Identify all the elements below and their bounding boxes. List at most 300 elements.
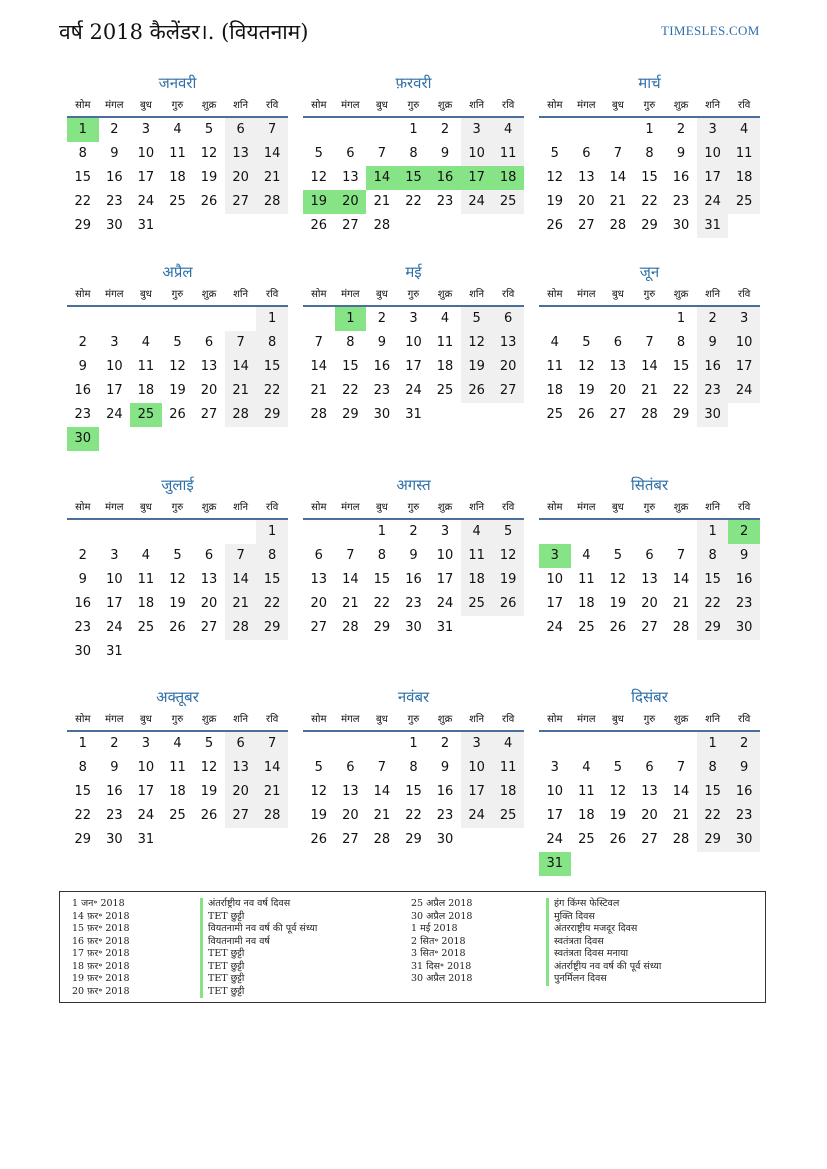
- day-grid: [303, 520, 524, 640]
- day-cell: 7: [225, 544, 257, 568]
- day-cell: 12: [169, 572, 186, 587]
- month-2: [303, 70, 524, 238]
- month-name: अप्रैल: [162, 263, 193, 281]
- day-cell: 17: [405, 359, 422, 374]
- day-cell: 11: [492, 756, 524, 780]
- day-cell: 13: [342, 784, 359, 799]
- day-cell: 23: [697, 379, 729, 403]
- day-cell: 12: [492, 544, 524, 568]
- weekday-label: मंगल: [577, 100, 596, 111]
- weekday-label: शनि: [705, 100, 721, 111]
- holiday-day-cell: 15: [398, 166, 430, 190]
- weekday-label: गुरु: [407, 502, 420, 513]
- day-cell: 26: [200, 194, 218, 209]
- day-cell: 1: [256, 520, 288, 544]
- day-cell: 30: [106, 832, 123, 847]
- day-cell: 9: [728, 756, 760, 780]
- month-9: [539, 472, 760, 640]
- day-cell: 10: [106, 359, 123, 374]
- empty-cell: [539, 118, 571, 142]
- day-cell: 27: [492, 379, 524, 403]
- empty-cell: [130, 520, 162, 544]
- day-cell: 6: [204, 335, 214, 350]
- weekday-label: रवि: [738, 502, 751, 513]
- day-cell: 4: [141, 548, 151, 563]
- day-cell: 10: [697, 142, 729, 166]
- day-cell: 16: [672, 170, 690, 185]
- weekday-label: मंगल: [341, 502, 360, 513]
- weekday-header: [539, 96, 760, 118]
- month-8: [303, 472, 524, 640]
- day-cell: 26: [310, 832, 328, 847]
- day-cell: 30: [728, 828, 760, 852]
- day-cell: 29: [342, 407, 359, 422]
- month-11: [303, 684, 524, 852]
- month-7: [67, 472, 288, 664]
- day-cell: 7: [256, 118, 288, 142]
- day-cell: 6: [492, 307, 524, 331]
- day-cell: 18: [169, 170, 186, 185]
- day-cell: 17: [546, 596, 564, 611]
- weekday-header: [303, 498, 524, 520]
- weekday-label: मंगल: [341, 714, 360, 725]
- day-cell: 10: [106, 572, 123, 587]
- day-cell: 30: [106, 218, 123, 233]
- day-cell: 8: [78, 146, 87, 161]
- day-cell: 23: [672, 194, 690, 209]
- day-cell: 15: [641, 170, 658, 185]
- day-cell: 19: [310, 808, 328, 823]
- empty-cell: [225, 520, 257, 544]
- day-cell: 1: [78, 736, 87, 751]
- holiday-date: 30 अप्रैल 2018: [411, 973, 473, 984]
- day-cell: 15: [405, 784, 422, 799]
- empty-cell: [665, 520, 697, 544]
- day-cell: 27: [310, 620, 328, 635]
- day-cell: 31: [137, 832, 155, 847]
- day-cell: 25: [492, 804, 524, 828]
- weekday-label: सोम: [547, 502, 563, 513]
- day-cell: 10: [728, 331, 760, 355]
- day-grid: [67, 520, 288, 664]
- day-cell: 31: [405, 407, 422, 422]
- empty-cell: [67, 307, 99, 331]
- day-cell: 14: [672, 784, 690, 799]
- weekday-label: शुक्र: [201, 100, 217, 111]
- weekday-label: शुक्र: [437, 289, 453, 300]
- day-cell: 28: [373, 218, 391, 233]
- day-cell: 23: [405, 596, 422, 611]
- site-link[interactable]: TIMESLES.COM: [661, 23, 760, 38]
- day-cell: 2: [697, 307, 729, 331]
- weekday-label: शनि: [469, 714, 485, 725]
- day-cell: 30: [436, 832, 454, 847]
- day-cell: 11: [728, 142, 760, 166]
- empty-cell: [539, 307, 571, 331]
- weekday-label: बुध: [139, 714, 152, 725]
- holiday-date: 18 फ़र॰ 2018: [72, 960, 130, 972]
- month-name: सितंबर: [630, 476, 669, 494]
- day-cell: 12: [546, 170, 564, 185]
- day-cell: 5: [550, 146, 559, 161]
- weekday-label: गुरु: [171, 289, 184, 300]
- holiday-date: 1 जन॰ 2018: [72, 898, 125, 909]
- holiday-list: [59, 891, 766, 1003]
- day-cell: 3: [141, 736, 151, 751]
- day-cell: 18: [169, 784, 186, 799]
- day-cell: 22: [405, 194, 422, 209]
- day-cell: 10: [137, 146, 155, 161]
- weekday-header: [539, 710, 760, 732]
- day-cell: 8: [697, 756, 729, 780]
- day-cell: 27: [641, 832, 658, 847]
- holiday-date: 15 फ़र॰ 2018: [72, 923, 130, 934]
- day-cell: 10: [461, 756, 493, 780]
- day-cell: 14: [342, 572, 359, 587]
- day-cell: 19: [169, 383, 186, 398]
- day-cell: 3: [550, 760, 559, 775]
- weekday-label: गुरु: [407, 714, 420, 725]
- holiday-name: अंतर्राष्ट्रीय नव वर्ष की पूर्व संध्या: [546, 961, 661, 974]
- weekday-header: [67, 285, 288, 307]
- day-cell: 2: [728, 732, 760, 756]
- weekday-label: शुक्र: [673, 100, 689, 111]
- weekday-label: मंगल: [577, 714, 596, 725]
- empty-cell: [665, 732, 697, 756]
- weekday-label: रवि: [266, 714, 279, 725]
- day-cell: 3: [461, 118, 493, 142]
- day-cell: 10: [546, 784, 564, 799]
- day-cell: 29: [405, 832, 422, 847]
- day-cell: 2: [440, 736, 450, 751]
- day-cell: 8: [346, 335, 355, 350]
- day-grid: [539, 307, 760, 427]
- day-cell: 7: [314, 335, 323, 350]
- day-cell: 6: [204, 548, 214, 563]
- day-cell: 13: [641, 572, 658, 587]
- day-cell: 12: [310, 784, 328, 799]
- day-cell: 4: [173, 736, 182, 751]
- day-cell: 21: [672, 596, 690, 611]
- weekday-header: [67, 498, 288, 520]
- day-cell: 4: [582, 548, 591, 563]
- day-cell: 9: [440, 146, 450, 161]
- weekday-label: शनि: [469, 100, 485, 111]
- day-cell: 9: [110, 146, 119, 161]
- empty-cell: [99, 520, 131, 544]
- day-cell: 21: [225, 379, 257, 403]
- day-cell: 29: [697, 828, 729, 852]
- holiday-date: 17 फ़र॰ 2018: [72, 948, 130, 959]
- day-cell: 23: [436, 194, 454, 209]
- day-cell: 10: [461, 142, 493, 166]
- empty-cell: [571, 520, 603, 544]
- day-grid: [539, 520, 760, 640]
- day-cell: 23: [106, 194, 123, 209]
- weekday-label: सोम: [311, 100, 327, 111]
- day-cell: 18: [578, 596, 595, 611]
- day-cell: 17: [137, 170, 155, 185]
- day-cell: 14: [672, 572, 690, 587]
- month-name: दिसंबर: [631, 688, 668, 706]
- empty-cell: [67, 520, 99, 544]
- weekday-label: बुध: [139, 289, 152, 300]
- weekday-label: शुक्र: [673, 714, 689, 725]
- month-10: [67, 684, 288, 852]
- day-cell: 2: [409, 524, 418, 539]
- weekday-label: बुध: [375, 289, 388, 300]
- day-cell: 29: [256, 403, 288, 427]
- empty-cell: [366, 118, 398, 142]
- day-cell: 21: [373, 194, 391, 209]
- day-cell: 22: [74, 194, 92, 209]
- weekday-label: शनि: [705, 714, 721, 725]
- day-cell: 28: [672, 832, 690, 847]
- day-cell: 27: [578, 218, 595, 233]
- holiday-date: 19 फ़र॰ 2018: [72, 973, 130, 984]
- holiday-name: TET छुट्टी: [200, 973, 317, 986]
- day-cell: 14: [310, 359, 328, 374]
- day-cell: 9: [409, 548, 418, 563]
- empty-cell: [335, 118, 367, 142]
- weekday-label: शनि: [469, 289, 485, 300]
- day-cell: 9: [440, 760, 450, 775]
- day-cell: 13: [578, 170, 595, 185]
- weekday-label: शुक्र: [437, 502, 453, 513]
- day-cell: 5: [314, 760, 323, 775]
- day-cell: 26: [310, 218, 328, 233]
- weekday-label: शुक्र: [673, 502, 689, 513]
- day-cell: 25: [578, 832, 595, 847]
- holiday-day-cell: 20: [335, 190, 367, 214]
- day-cell: 7: [676, 548, 686, 563]
- day-cell: 7: [377, 146, 387, 161]
- holiday-day-cell: 1: [335, 307, 367, 331]
- weekday-label: बुध: [611, 714, 624, 725]
- holiday-name: हंग किंग्स फेस्टिवल: [546, 898, 661, 911]
- day-cell: 16: [106, 170, 123, 185]
- day-cell: 31: [137, 218, 155, 233]
- day-cell: 8: [409, 760, 418, 775]
- day-cell: 7: [256, 732, 288, 756]
- weekday-label: रवि: [502, 502, 515, 513]
- day-cell: 12: [200, 760, 218, 775]
- weekday-label: शनि: [705, 502, 721, 513]
- weekday-label: गुरु: [643, 100, 656, 111]
- day-cell: 6: [225, 732, 257, 756]
- day-cell: 29: [74, 832, 92, 847]
- day-cell: 27: [609, 407, 627, 422]
- empty-cell: [193, 307, 225, 331]
- month-name: नवंबर: [397, 688, 430, 706]
- day-cell: 13: [492, 331, 524, 355]
- day-cell: 18: [492, 780, 524, 804]
- weekday-label: मंगल: [341, 100, 360, 111]
- day-cell: 17: [106, 596, 123, 611]
- holiday-name: मुक्ति दिवस: [546, 911, 661, 924]
- day-cell: 1: [645, 122, 654, 137]
- weekday-label: रवि: [738, 714, 751, 725]
- day-cell: 27: [225, 804, 257, 828]
- day-cell: 13: [200, 572, 218, 587]
- day-cell: 7: [645, 335, 654, 350]
- weekday-label: गुरु: [643, 502, 656, 513]
- day-cell: 20: [225, 166, 257, 190]
- day-cell: 16: [728, 780, 760, 804]
- day-cell: 8: [78, 760, 87, 775]
- day-cell: 28: [641, 407, 658, 422]
- day-cell: 3: [461, 732, 493, 756]
- day-cell: 28: [609, 218, 627, 233]
- page-title: वर्ष 2018 कैलेंडर।. (वियतनाम): [59, 20, 309, 44]
- day-cell: 16: [373, 359, 391, 374]
- day-cell: 24: [106, 620, 123, 635]
- day-cell: 28: [342, 620, 359, 635]
- day-cell: 7: [613, 146, 623, 161]
- day-cell: 1: [256, 307, 288, 331]
- day-cell: 30: [74, 644, 92, 659]
- day-cell: 18: [461, 568, 493, 592]
- weekday-label: रवि: [502, 100, 515, 111]
- day-cell: 11: [546, 359, 564, 374]
- weekday-label: बुध: [375, 714, 388, 725]
- day-cell: 23: [436, 808, 454, 823]
- holiday-name: अंतर्राष्ट्रीय नव वर्ष दिवस: [200, 898, 317, 911]
- empty-cell: [335, 732, 367, 756]
- weekday-label: सोम: [547, 714, 563, 725]
- day-cell: 24: [461, 190, 493, 214]
- empty-cell: [303, 118, 335, 142]
- month-1: [67, 70, 288, 238]
- holiday-names-left: [200, 898, 317, 998]
- weekday-label: बुध: [375, 100, 388, 111]
- weekday-label: बुध: [611, 289, 624, 300]
- day-cell: 29: [256, 616, 288, 640]
- holiday-name: TET छुट्टी: [200, 986, 317, 999]
- holiday-name: TET छुट्टी: [200, 911, 317, 924]
- day-cell: 8: [377, 548, 387, 563]
- day-cell: 11: [169, 146, 186, 161]
- holiday-name: वियतनामी नव वर्ष की पूर्व संध्या: [200, 923, 317, 936]
- day-cell: 28: [672, 620, 690, 635]
- month-name: फ़रवरी: [395, 74, 432, 92]
- day-cell: 28: [310, 407, 328, 422]
- day-cell: 25: [578, 620, 595, 635]
- day-cell: 25: [728, 190, 760, 214]
- day-cell: 25: [546, 407, 564, 422]
- weekday-label: शनि: [469, 502, 485, 513]
- day-cell: 16: [697, 355, 729, 379]
- month-name: अगस्त: [396, 476, 431, 494]
- day-cell: 4: [141, 335, 151, 350]
- month-name: मार्च: [638, 74, 661, 92]
- weekday-header: [303, 96, 524, 118]
- day-cell: 14: [256, 142, 288, 166]
- weekday-label: बुध: [611, 100, 624, 111]
- empty-cell: [634, 520, 666, 544]
- empty-cell: [335, 520, 367, 544]
- day-cell: 6: [225, 118, 257, 142]
- weekday-label: रवि: [738, 100, 751, 111]
- day-cell: 23: [106, 808, 123, 823]
- holiday-day-cell: 18: [492, 166, 524, 190]
- weekday-label: रवि: [502, 714, 515, 725]
- weekday-label: गुरु: [643, 289, 656, 300]
- day-cell: 16: [74, 383, 92, 398]
- day-cell: 16: [728, 568, 760, 592]
- holiday-name: अंतरराष्ट्रीय मजदूर दिवस: [546, 923, 661, 936]
- weekday-label: मंगल: [105, 502, 124, 513]
- day-cell: 14: [225, 355, 257, 379]
- empty-cell: [225, 307, 257, 331]
- empty-cell: [571, 118, 603, 142]
- holiday-date: 2 सित॰ 2018: [411, 935, 466, 947]
- holiday-dates-right: [411, 898, 472, 986]
- weekday-label: मंगल: [577, 502, 596, 513]
- holiday-day-cell: 30: [67, 427, 99, 451]
- weekday-label: रवि: [502, 289, 515, 300]
- day-cell: 18: [436, 359, 454, 374]
- weekday-label: मंगल: [105, 714, 124, 725]
- day-cell: 18: [137, 383, 155, 398]
- day-cell: 20: [492, 355, 524, 379]
- day-cell: 3: [728, 307, 760, 331]
- day-cell: 23: [728, 592, 760, 616]
- day-cell: 18: [578, 808, 595, 823]
- day-cell: 13: [641, 784, 658, 799]
- month-name: अक्तूबर: [156, 688, 199, 706]
- weekday-label: शनि: [233, 100, 249, 111]
- holiday-day-cell: 1: [67, 118, 99, 142]
- day-cell: 22: [405, 808, 422, 823]
- day-cell: 23: [74, 407, 92, 422]
- day-cell: 15: [74, 784, 92, 799]
- day-cell: 13: [200, 359, 218, 374]
- day-cell: 12: [578, 359, 595, 374]
- day-cell: 29: [641, 218, 658, 233]
- holiday-name: स्वतंत्रता दिवस: [546, 936, 661, 949]
- day-cell: 8: [256, 331, 288, 355]
- holiday-date: 20 फ़र॰ 2018: [72, 985, 130, 997]
- holiday-name: पुनर्मिलन दिवस: [546, 973, 661, 986]
- holiday-day-cell: 25: [130, 403, 162, 427]
- day-cell: 27: [200, 407, 218, 422]
- day-cell: 31: [106, 644, 123, 659]
- day-cell: 16: [405, 572, 422, 587]
- day-cell: 2: [78, 548, 87, 563]
- weekday-label: गुरु: [171, 714, 184, 725]
- day-cell: 26: [609, 620, 627, 635]
- day-cell: 5: [204, 736, 214, 751]
- day-cell: 14: [641, 359, 658, 374]
- day-cell: 15: [342, 359, 359, 374]
- day-cell: 30: [672, 218, 690, 233]
- day-cell: 19: [200, 784, 218, 799]
- day-cell: 10: [137, 760, 155, 775]
- day-cell: 22: [256, 592, 288, 616]
- day-cell: 26: [169, 620, 186, 635]
- day-cell: 27: [225, 190, 257, 214]
- weekday-label: मंगल: [105, 289, 124, 300]
- empty-cell: [602, 118, 634, 142]
- day-cell: 26: [492, 592, 524, 616]
- day-cell: 4: [550, 335, 559, 350]
- day-cell: 28: [225, 616, 257, 640]
- weekday-label: शुक्र: [201, 502, 217, 513]
- day-cell: 6: [582, 146, 591, 161]
- day-cell: 5: [582, 335, 591, 350]
- day-cell: 1: [409, 736, 418, 751]
